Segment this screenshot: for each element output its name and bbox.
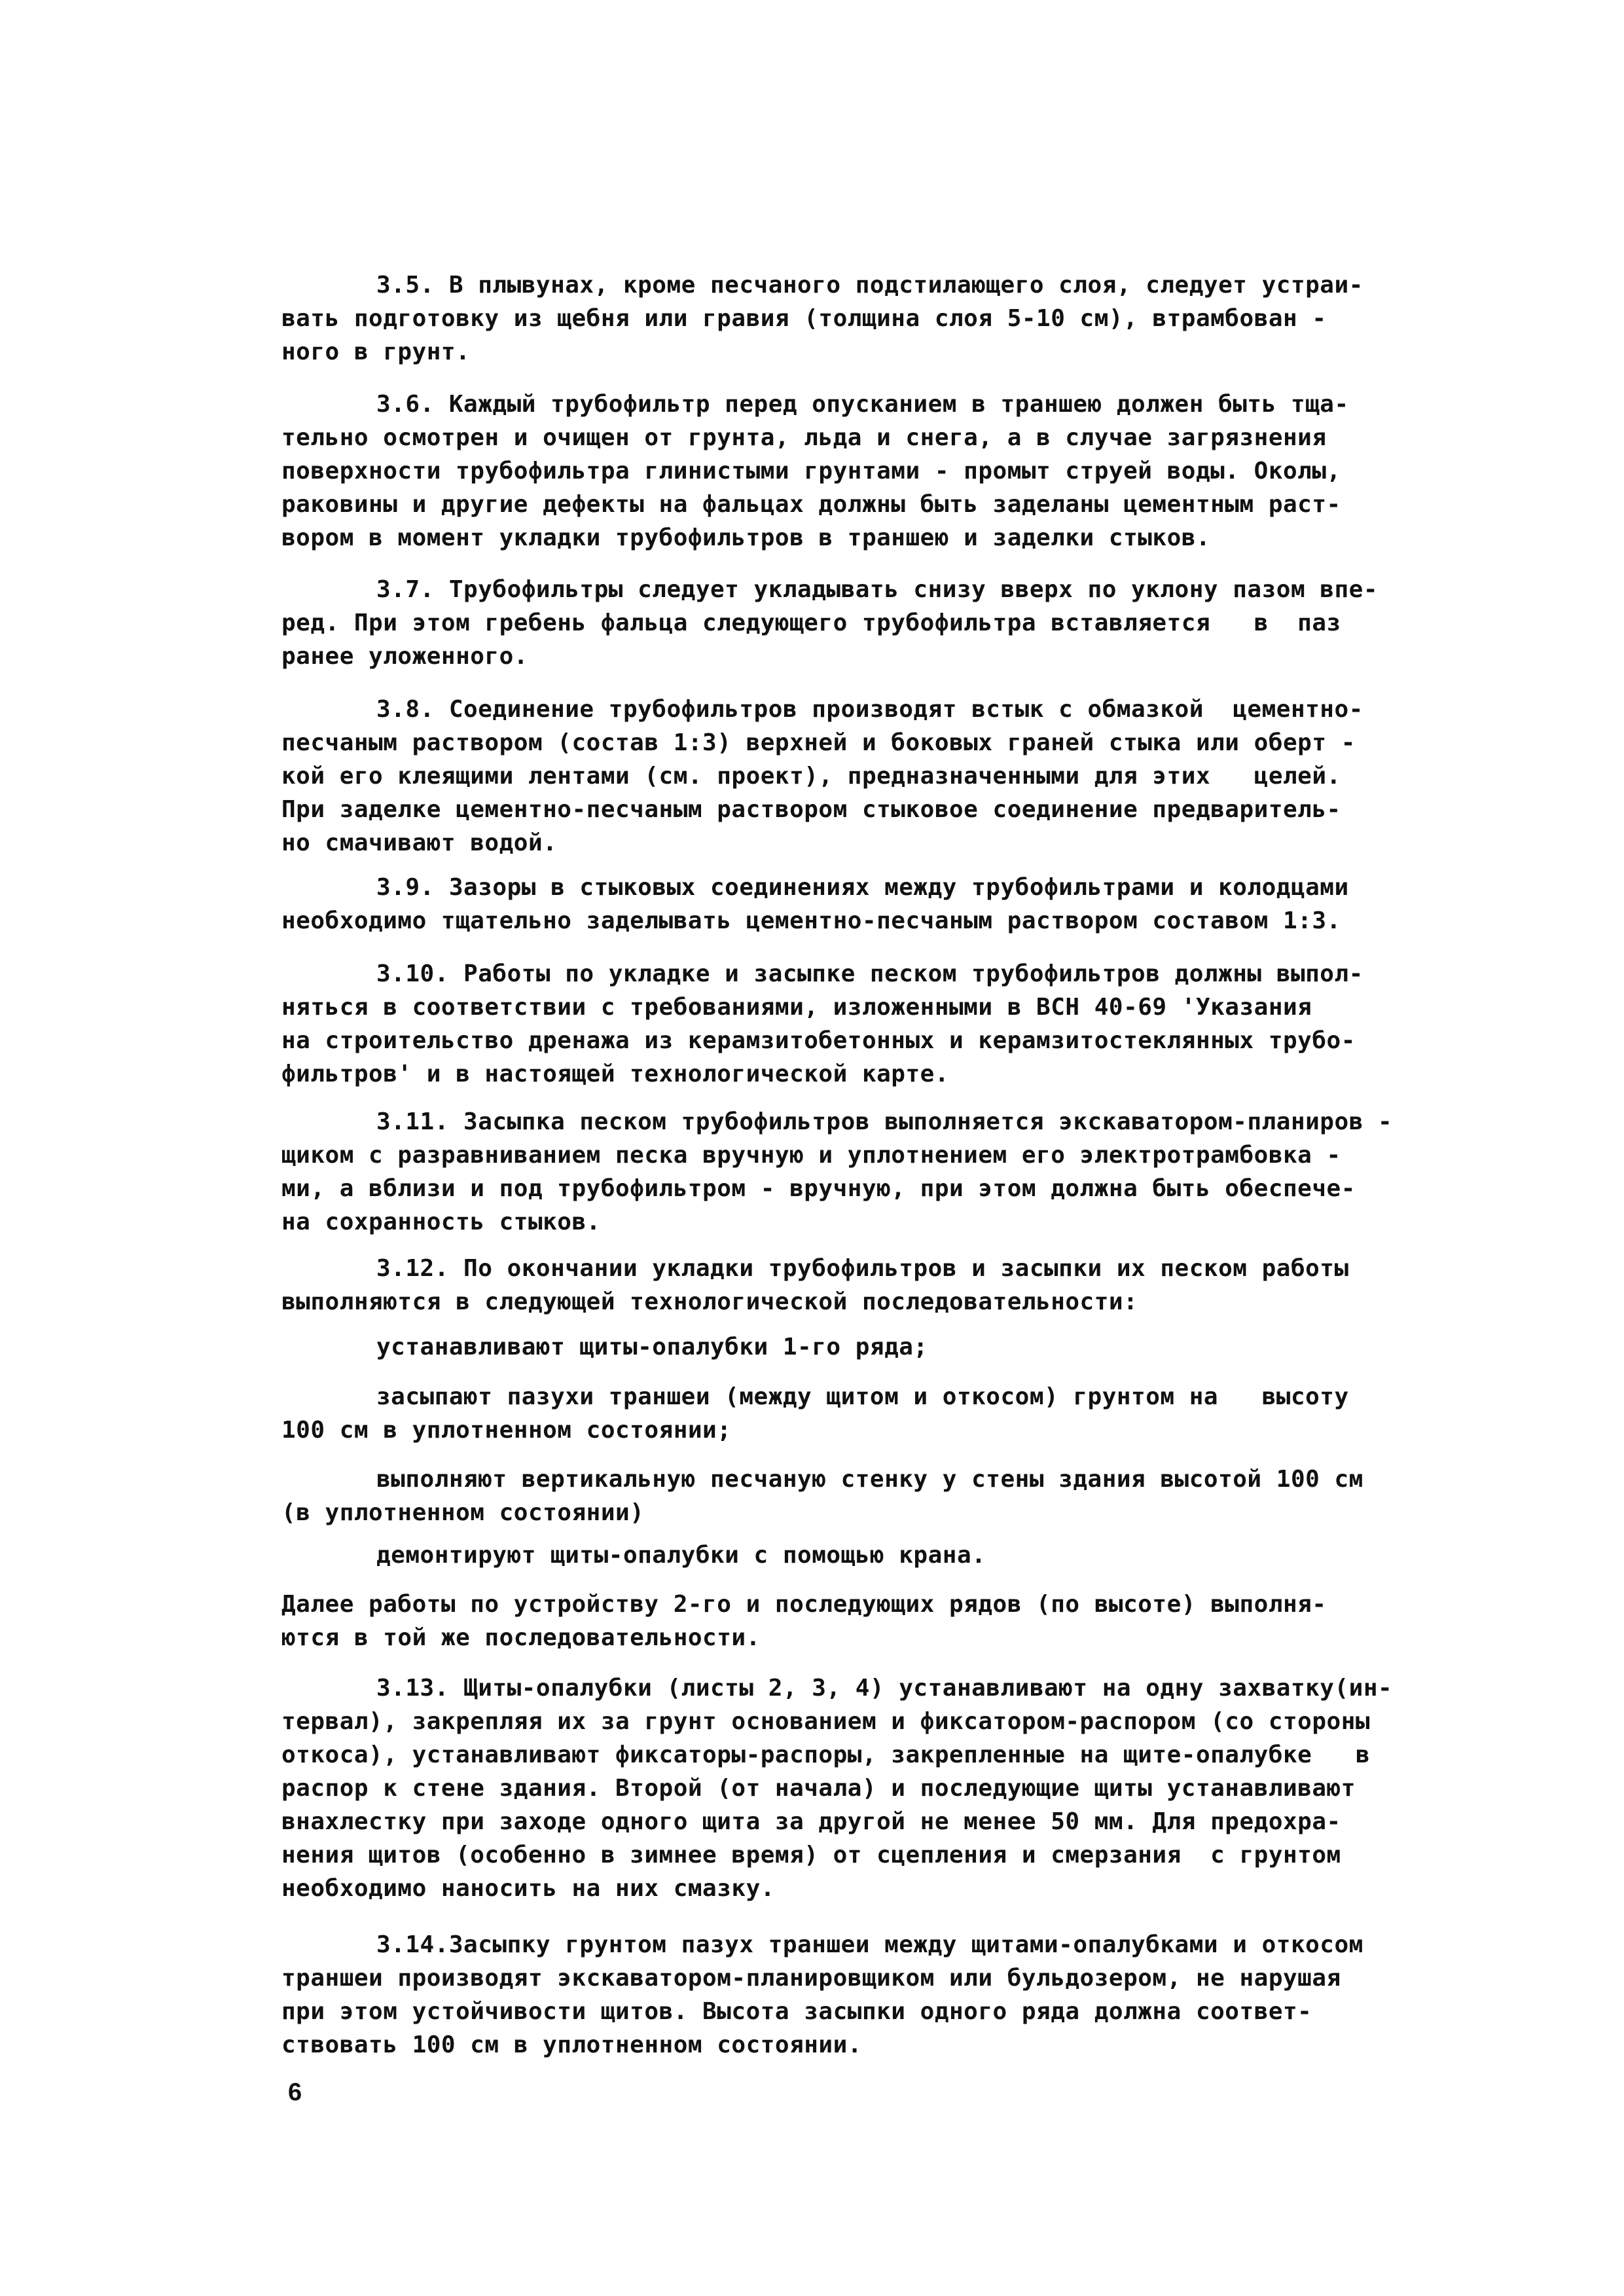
paragraph-3-10 xyxy=(281,957,1515,1091)
paragraph-3-8 xyxy=(281,693,1515,860)
paragraph-line: 3.8. Соединение трубофильтров производят встык с обмазкой цементно- xyxy=(376,696,1363,723)
paragraph-line: на строительство дренажа из керамзитобетонных и керамзитостеклянных трубо- xyxy=(281,1027,1356,1054)
paragraph-line: 3.12. По окончании укладки трубофильтров и засыпки их песком работы xyxy=(376,1255,1349,1282)
paragraph-line: Далее работы по устройству 2-го и последующих рядов (по высоте) выполня- xyxy=(281,1591,1327,1618)
paragraph-line: При заделке цементно-песчаным раствором стыковое соединение предваритель- xyxy=(281,796,1341,823)
paragraph-line: раковины и другие дефекты на фальцах должны быть заделаны цементным раст- xyxy=(281,491,1341,518)
paragraph-line: кой его клеящими лентами (см. проект), предназначенными для этих целей. xyxy=(281,763,1341,790)
paragraph-line: откоса), устанавливают фиксаторы-распоры, закрепленные на щите-опалубке в xyxy=(281,1741,1371,1768)
paragraph-line: внахлестку при заходе одного щита за другой не менее 50 мм. Для предохра- xyxy=(281,1808,1341,1835)
paragraph-line: необходимо наносить на них смазку. xyxy=(281,1875,775,1902)
paragraph-line: няться в соответствии с требованиями, изложенными в ВСН 40-69 'Указания xyxy=(281,994,1312,1021)
paragraph-line: 3.6. Каждый трубофильтр перед опусканием в траншею должен быть тща- xyxy=(376,391,1349,418)
paragraph-line: 3.9. Зазоры в стыковых соединениях между трубофильтрами и колодцами xyxy=(376,874,1349,901)
paragraph-line: демонтируют щиты-опалубки с помощью крана. xyxy=(376,1542,986,1569)
paragraph-3-12-d xyxy=(281,1539,1515,1572)
paragraph-line: поверхности трубофильтра глинистыми грунтами - промыт струей воды. Околы, xyxy=(281,458,1341,484)
paragraph-3-5 xyxy=(281,268,1515,369)
paragraph-line: выполняют вертикальную песчаную стенку у стены здания высотой 100 см xyxy=(376,1466,1363,1493)
paragraph-3-6 xyxy=(281,388,1515,555)
paragraph-line: необходимо тщательно заделывать цементно-песчаным раствором составом 1:3. xyxy=(281,907,1341,934)
paragraph-line: 3.7. Трубофильтры следует укладывать снизу вверх по уклону пазом впе- xyxy=(376,576,1378,603)
page-number: 6 xyxy=(288,2079,302,2106)
paragraph-3-14 xyxy=(281,1928,1515,2062)
paragraph-line: 3.5. В плывунах, кроме песчаного подстилающего слоя, следует устраи- xyxy=(376,272,1363,299)
paragraph-line: 3.10. Работы по укладке и засыпке песком трубофильтров должны выпол- xyxy=(376,960,1363,987)
paragraph-line: нения щитов (особенно в зимнее время) от сцепления и смерзания с грунтом xyxy=(281,1842,1341,1868)
paragraph-line: ствовать 100 см в уплотненном состоянии. xyxy=(281,2032,862,2058)
paragraph-line: 3.14.Засыпку грунтом пазух траншеи между щитами-опалубками и откосом xyxy=(376,1931,1363,1958)
paragraph-3-12 xyxy=(281,1252,1515,1319)
paragraph-3-12-c xyxy=(281,1463,1515,1529)
paragraph-3-9 xyxy=(281,871,1515,938)
paragraph-line: тервал), закрепляя их за грунт основанием и фиксатором-распором (со стороны xyxy=(281,1708,1371,1735)
paragraph-line: 100 см в уплотненном состоянии; xyxy=(281,1417,732,1444)
paragraph-line: (в уплотненном состоянии) xyxy=(281,1499,645,1526)
paragraph-line: засыпают пазухи траншеи (между щитом и откосом) грунтом на высоту xyxy=(376,1383,1349,1410)
paragraph-line: ного в грунт. xyxy=(281,338,471,365)
paragraph-line: ред. При этом гребень фальца следующего трубофильтра вставляется в паз xyxy=(281,610,1341,636)
paragraph-line: вать подготовку из щебня или гравия (толщина слоя 5-10 см), втрамбован - xyxy=(281,305,1327,332)
paragraph-3-13 xyxy=(281,1671,1515,1905)
paragraph-3-12-e xyxy=(281,1588,1515,1654)
paragraph-line: ются в той же последовательности. xyxy=(281,1624,761,1651)
paragraph-3-12-a xyxy=(281,1330,1515,1364)
paragraph-line: песчаным раствором (состав 1:3) верхней и боковых граней стыка или оберт - xyxy=(281,729,1356,756)
paragraph-line: фильтров' и в настоящей технологической карте. xyxy=(281,1061,949,1087)
paragraph-3-12-b xyxy=(281,1380,1515,1447)
paragraph-line: ми, а вблизи и под трубофильтром - вручную, при этом должна быть обеспече- xyxy=(281,1175,1356,1202)
paragraph-3-7 xyxy=(281,573,1515,673)
paragraph-line: устанавливают щиты-опалубки 1-го ряда; xyxy=(376,1334,928,1360)
paragraph-line: ранее уложенного. xyxy=(281,643,528,670)
paragraph-line: при этом устойчивости щитов. Высота засыпки одного ряда должна соответ- xyxy=(281,1998,1312,2025)
paragraph-line: выполняются в следующей технологической последовательности: xyxy=(281,1288,1138,1315)
paragraph-line: 3.11. Засыпка песком трубофильтров выполняется экскаватором-планиров - xyxy=(376,1108,1393,1135)
paragraph-line: вором в момент укладки трубофильтров в траншею и заделки стыков. xyxy=(281,524,1211,551)
paragraph-3-11 xyxy=(281,1105,1515,1239)
paragraph-line: распор к стене здания. Второй (от начала) и последующие щиты устанавливают xyxy=(281,1775,1356,1802)
paragraph-line: тельно осмотрен и очищен от грунта, льда и снега, а в случае загрязнения xyxy=(281,424,1327,451)
paragraph-line: щиком с разравниванием песка вручную и уплотнением его электротрамбовка - xyxy=(281,1142,1341,1169)
paragraph-line: 3.13. Щиты-опалубки (листы 2, 3, 4) устанавливают на одну захватку(ин- xyxy=(376,1675,1393,1702)
paragraph-line: траншеи производят экскаватором-планировщиком или бульдозером, не нарушая xyxy=(281,1965,1341,1992)
paragraph-line: но смачивают водой. xyxy=(281,829,558,856)
paragraph-line: на сохранность стыков. xyxy=(281,1209,601,1235)
